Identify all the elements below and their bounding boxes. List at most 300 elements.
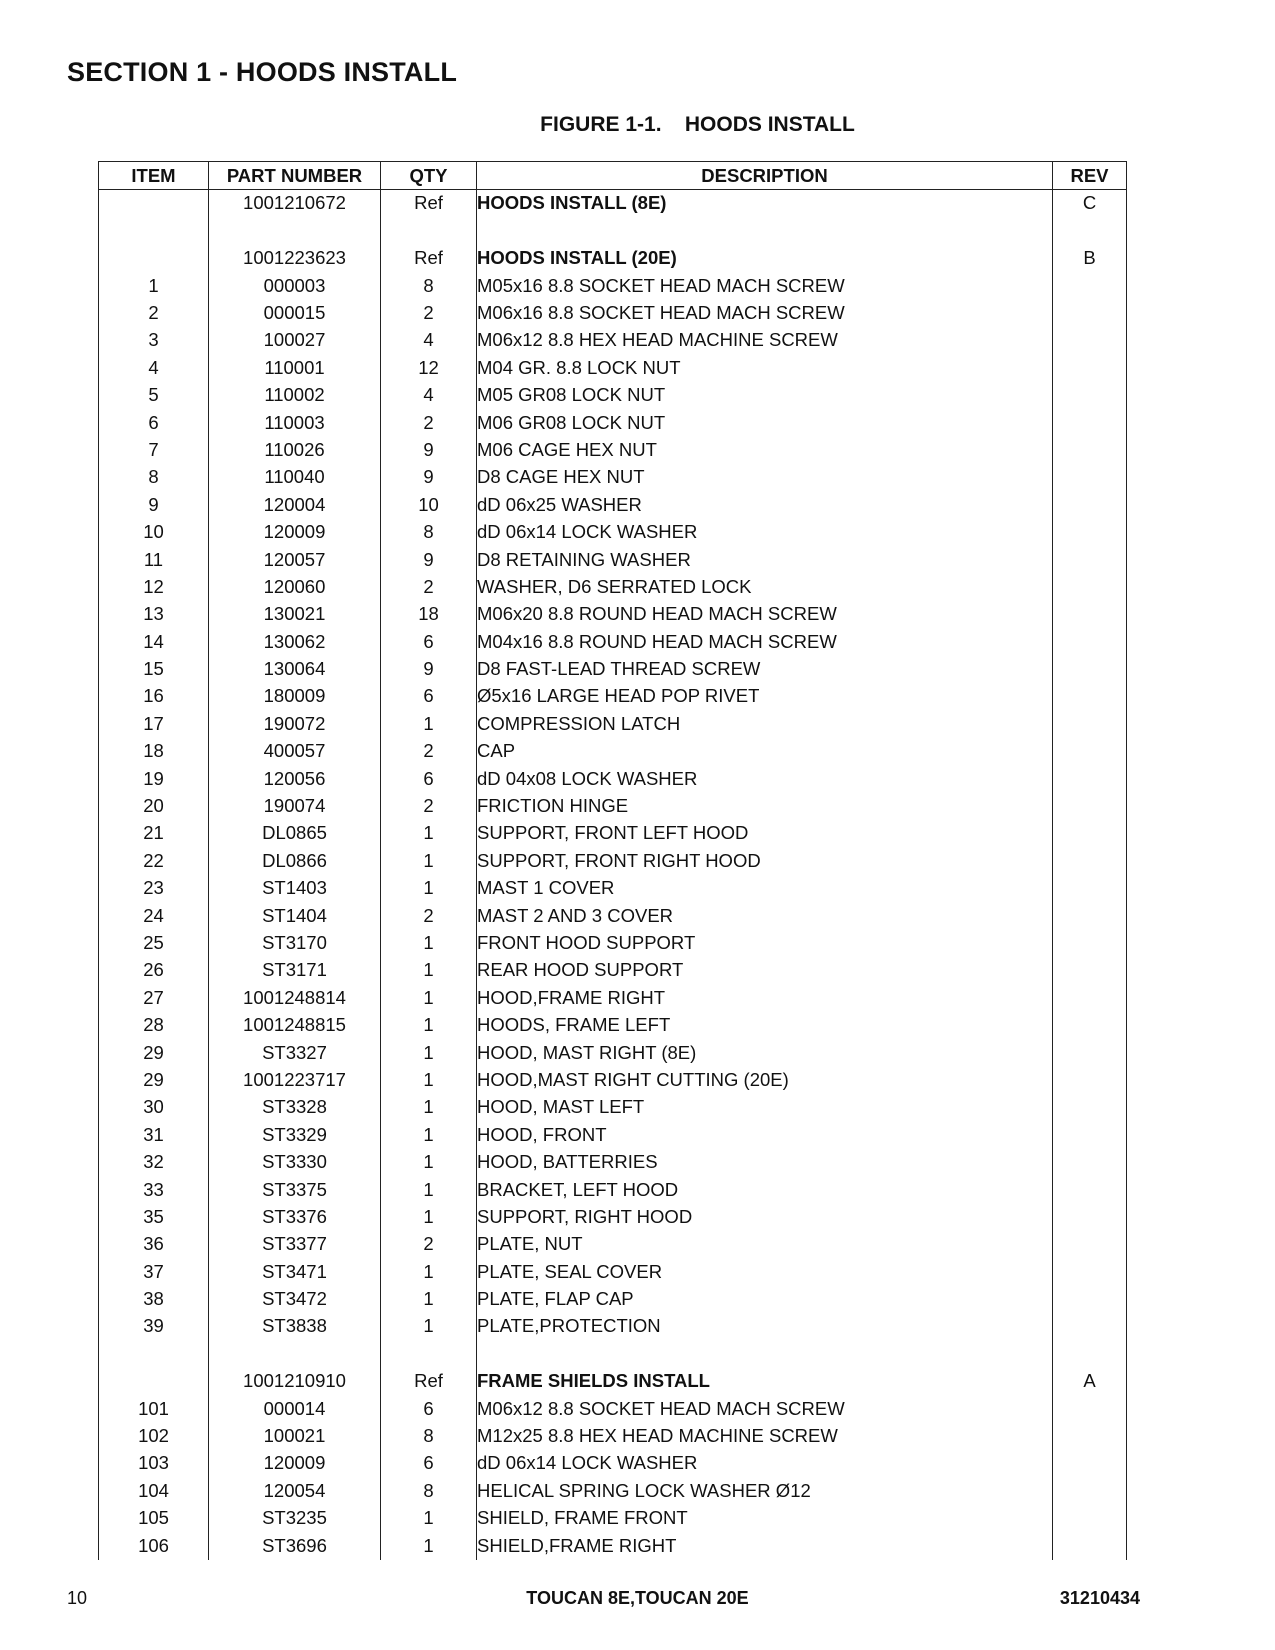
rev-cell — [1053, 217, 1127, 244]
qty-cell: 9 — [381, 656, 477, 683]
table-row — [99, 1340, 1127, 1367]
item-cell: 32 — [99, 1149, 209, 1176]
part-number-cell: ST3838 — [209, 1313, 381, 1340]
part-number-cell: 120004 — [209, 491, 381, 518]
table-row — [99, 930, 1127, 957]
description-cell: SUPPORT, FRONT RIGHT HOOD — [477, 847, 1053, 874]
description-cell: SUPPORT, RIGHT HOOD — [477, 1203, 1053, 1230]
item-cell — [99, 190, 209, 218]
description-cell: SUPPORT, FRONT LEFT HOOD — [477, 820, 1053, 847]
part-number-cell: 100021 — [209, 1423, 381, 1450]
part-number-cell: 000003 — [209, 272, 381, 299]
rev-cell — [1053, 1231, 1127, 1258]
qty-cell — [381, 217, 477, 244]
header-part-number: PART NUMBER — [209, 162, 381, 190]
description-cell — [477, 217, 1053, 244]
description-cell: HOODS INSTALL (8E) — [477, 190, 1053, 218]
table-row — [99, 245, 1127, 272]
rev-cell — [1053, 464, 1127, 491]
rev-cell — [1053, 1094, 1127, 1121]
part-number-cell: ST3235 — [209, 1505, 381, 1532]
rev-cell — [1053, 1012, 1127, 1039]
item-cell: 26 — [99, 957, 209, 984]
part-number-cell: 180009 — [209, 683, 381, 710]
table-row — [99, 847, 1127, 874]
item-cell: 29 — [99, 1039, 209, 1066]
qty-cell: 1 — [381, 710, 477, 737]
qty-cell: 1 — [381, 930, 477, 957]
part-number-cell: ST1403 — [209, 875, 381, 902]
item-cell: 2 — [99, 300, 209, 327]
part-number-cell: ST3375 — [209, 1176, 381, 1203]
table-row — [99, 1258, 1127, 1285]
item-cell: 6 — [99, 409, 209, 436]
description-cell: HOODS, FRAME LEFT — [477, 1012, 1053, 1039]
table-row — [99, 464, 1127, 491]
qty-cell: 4 — [381, 327, 477, 354]
table-row — [99, 1477, 1127, 1504]
part-number-cell: 130062 — [209, 628, 381, 655]
qty-cell: 1 — [381, 1203, 477, 1230]
table-row — [99, 628, 1127, 655]
part-number-cell: 000015 — [209, 300, 381, 327]
description-cell: D8 RETAINING WASHER — [477, 546, 1053, 573]
table-row — [99, 1423, 1127, 1450]
rev-cell — [1053, 354, 1127, 381]
part-number-cell — [209, 217, 381, 244]
item-cell: 104 — [99, 1477, 209, 1504]
rev-cell — [1053, 573, 1127, 600]
table-row — [99, 765, 1127, 792]
description-cell: FRONT HOOD SUPPORT — [477, 930, 1053, 957]
qty-cell: 4 — [381, 382, 477, 409]
qty-cell: 18 — [381, 601, 477, 628]
description-cell: FRAME SHIELDS INSTALL — [477, 1368, 1053, 1395]
part-number-cell: ST3171 — [209, 957, 381, 984]
item-cell: 23 — [99, 875, 209, 902]
part-number-cell: 110026 — [209, 437, 381, 464]
description-cell: HOOD, MAST LEFT — [477, 1094, 1053, 1121]
table-row — [99, 573, 1127, 600]
table-row — [99, 1203, 1127, 1230]
description-cell: HELICAL SPRING LOCK WASHER Ø12 — [477, 1477, 1053, 1504]
part-number-cell: 100027 — [209, 327, 381, 354]
item-cell: 106 — [99, 1532, 209, 1559]
rev-cell — [1053, 738, 1127, 765]
header-rev: REV — [1053, 162, 1127, 190]
part-number-cell — [209, 1340, 381, 1367]
rev-cell — [1053, 984, 1127, 1011]
qty-cell: 12 — [381, 354, 477, 381]
part-number-cell: 130064 — [209, 656, 381, 683]
rev-cell: C — [1053, 190, 1127, 218]
table-row — [99, 1505, 1127, 1532]
table-row — [99, 1231, 1127, 1258]
item-cell: 5 — [99, 382, 209, 409]
rev-cell — [1053, 546, 1127, 573]
rev-cell: B — [1053, 245, 1127, 272]
header-qty: QTY — [381, 162, 477, 190]
rev-cell — [1053, 382, 1127, 409]
table-row — [99, 272, 1127, 299]
item-cell: 8 — [99, 464, 209, 491]
qty-cell: 6 — [381, 1450, 477, 1477]
rev-cell — [1053, 1067, 1127, 1094]
table-row — [99, 902, 1127, 929]
table-row — [99, 1094, 1127, 1121]
table-row — [99, 1012, 1127, 1039]
item-cell: 28 — [99, 1012, 209, 1039]
item-cell: 19 — [99, 765, 209, 792]
rev-cell — [1053, 1258, 1127, 1285]
description-cell: M06x12 8.8 HEX HEAD MACHINE SCREW — [477, 327, 1053, 354]
table-row — [99, 601, 1127, 628]
rev-cell — [1053, 1039, 1127, 1066]
part-number-cell: 130021 — [209, 601, 381, 628]
rev-cell — [1053, 1532, 1127, 1559]
table-row — [99, 190, 1127, 218]
qty-cell: Ref — [381, 190, 477, 218]
part-number-cell: 1001210910 — [209, 1368, 381, 1395]
table-row — [99, 437, 1127, 464]
item-cell: 3 — [99, 327, 209, 354]
description-cell: M12x25 8.8 HEX HEAD MACHINE SCREW — [477, 1423, 1053, 1450]
item-cell: 35 — [99, 1203, 209, 1230]
part-number-cell: ST1404 — [209, 902, 381, 929]
qty-cell: 8 — [381, 1423, 477, 1450]
qty-cell: 1 — [381, 820, 477, 847]
page-number: 10 — [67, 1588, 88, 1608]
table-row — [99, 546, 1127, 573]
item-cell: 29 — [99, 1067, 209, 1094]
part-number-cell: ST3471 — [209, 1258, 381, 1285]
description-cell: M06x12 8.8 SOCKET HEAD MACH SCREW — [477, 1395, 1053, 1422]
item-cell: 16 — [99, 683, 209, 710]
header-item: ITEM — [99, 162, 209, 190]
qty-cell: 1 — [381, 1532, 477, 1559]
part-number-cell: 400057 — [209, 738, 381, 765]
qty-cell: 1 — [381, 1039, 477, 1066]
item-cell: 22 — [99, 847, 209, 874]
rev-cell — [1053, 1176, 1127, 1203]
part-number-cell: ST3696 — [209, 1532, 381, 1559]
part-number-cell: DL0865 — [209, 820, 381, 847]
item-cell: 20 — [99, 793, 209, 820]
part-number-cell: 190074 — [209, 793, 381, 820]
table-row — [99, 656, 1127, 683]
description-cell: FRICTION HINGE — [477, 793, 1053, 820]
rev-cell — [1053, 930, 1127, 957]
qty-cell: 10 — [381, 491, 477, 518]
rev-cell — [1053, 1149, 1127, 1176]
part-number-cell: 110040 — [209, 464, 381, 491]
item-cell: 39 — [99, 1313, 209, 1340]
qty-cell: 2 — [381, 573, 477, 600]
item-cell: 38 — [99, 1286, 209, 1313]
description-cell: PLATE, FLAP CAP — [477, 1286, 1053, 1313]
description-cell: dD 06x14 LOCK WASHER — [477, 519, 1053, 546]
qty-cell: 1 — [381, 847, 477, 874]
footer-doc-number: 31210434 — [1059, 1588, 1140, 1608]
part-number-cell: ST3329 — [209, 1121, 381, 1148]
part-number-cell: 120057 — [209, 546, 381, 573]
rev-cell — [1053, 793, 1127, 820]
rev-cell — [1053, 1395, 1127, 1422]
qty-cell: 1 — [381, 1067, 477, 1094]
table-row — [99, 1067, 1127, 1094]
rev-cell — [1053, 327, 1127, 354]
table-row — [99, 957, 1127, 984]
qty-cell: 2 — [381, 738, 477, 765]
item-cell: 15 — [99, 656, 209, 683]
rev-cell — [1053, 1423, 1127, 1450]
item-cell: 12 — [99, 573, 209, 600]
item-cell: 36 — [99, 1231, 209, 1258]
table-row — [99, 1450, 1127, 1477]
rev-cell — [1053, 875, 1127, 902]
description-cell: M06x20 8.8 ROUND HEAD MACH SCREW — [477, 601, 1053, 628]
qty-cell: 1 — [381, 1505, 477, 1532]
qty-cell: 9 — [381, 437, 477, 464]
part-number-cell: 120009 — [209, 1450, 381, 1477]
description-cell: MAST 2 AND 3 COVER — [477, 902, 1053, 929]
description-cell: REAR HOOD SUPPORT — [477, 957, 1053, 984]
description-cell: M05x16 8.8 SOCKET HEAD MACH SCREW — [477, 272, 1053, 299]
description-cell: M04 GR. 8.8 LOCK NUT — [477, 354, 1053, 381]
rev-cell — [1053, 1340, 1127, 1367]
qty-cell: 1 — [381, 875, 477, 902]
part-number-cell: 1001210672 — [209, 190, 381, 218]
description-cell: D8 CAGE HEX NUT — [477, 464, 1053, 491]
rev-cell — [1053, 1203, 1127, 1230]
table-row — [99, 1149, 1127, 1176]
item-cell: 10 — [99, 519, 209, 546]
table-row — [99, 1176, 1127, 1203]
description-cell: PLATE, SEAL COVER — [477, 1258, 1053, 1285]
qty-cell: 6 — [381, 765, 477, 792]
table-row — [99, 875, 1127, 902]
rev-cell — [1053, 491, 1127, 518]
rev-cell — [1053, 656, 1127, 683]
table-row — [99, 1121, 1127, 1148]
item-cell: 24 — [99, 902, 209, 929]
part-number-cell: ST3330 — [209, 1149, 381, 1176]
item-cell — [99, 1368, 209, 1395]
part-number-cell: 1001223717 — [209, 1067, 381, 1094]
description-cell: M04x16 8.8 ROUND HEAD MACH SCREW — [477, 628, 1053, 655]
description-cell: M06 GR08 LOCK NUT — [477, 409, 1053, 436]
description-cell: PLATE, NUT — [477, 1231, 1053, 1258]
table-row — [99, 1313, 1127, 1340]
item-cell: 18 — [99, 738, 209, 765]
description-cell: HOOD, MAST RIGHT (8E) — [477, 1039, 1053, 1066]
description-cell: M06x16 8.8 SOCKET HEAD MACH SCREW — [477, 300, 1053, 327]
item-cell: 31 — [99, 1121, 209, 1148]
rev-cell — [1053, 519, 1127, 546]
part-number-cell: ST3328 — [209, 1094, 381, 1121]
description-cell: HOOD,MAST RIGHT CUTTING (20E) — [477, 1067, 1053, 1094]
item-cell: 14 — [99, 628, 209, 655]
qty-cell: Ref — [381, 245, 477, 272]
item-cell: 101 — [99, 1395, 209, 1422]
item-cell: 25 — [99, 930, 209, 957]
item-cell: 13 — [99, 601, 209, 628]
qty-cell: 2 — [381, 409, 477, 436]
part-number-cell: 120060 — [209, 573, 381, 600]
qty-cell: 1 — [381, 1149, 477, 1176]
table-row — [99, 738, 1127, 765]
qty-cell: 1 — [381, 1094, 477, 1121]
qty-cell: 1 — [381, 1258, 477, 1285]
qty-cell: 1 — [381, 984, 477, 1011]
description-cell: BRACKET, LEFT HOOD — [477, 1176, 1053, 1203]
part-number-cell: ST3170 — [209, 930, 381, 957]
qty-cell: 2 — [381, 1231, 477, 1258]
rev-cell — [1053, 1313, 1127, 1340]
description-cell: COMPRESSION LATCH — [477, 710, 1053, 737]
qty-cell: 1 — [381, 1286, 477, 1313]
part-number-cell: 1001248815 — [209, 1012, 381, 1039]
qty-cell: 1 — [381, 1176, 477, 1203]
part-number-cell: 000014 — [209, 1395, 381, 1422]
part-number-cell: ST3472 — [209, 1286, 381, 1313]
part-number-cell: 110002 — [209, 382, 381, 409]
rev-cell — [1053, 847, 1127, 874]
parts-table-body — [99, 190, 1127, 1560]
rev-cell — [1053, 683, 1127, 710]
rev-cell — [1053, 628, 1127, 655]
table-row — [99, 1286, 1127, 1313]
section-title: SECTION 1 - HOODS INSTALL — [67, 57, 458, 87]
rev-cell — [1053, 1477, 1127, 1504]
item-cell: 33 — [99, 1176, 209, 1203]
description-cell: dD 04x08 LOCK WASHER — [477, 765, 1053, 792]
qty-cell: 1 — [381, 1121, 477, 1148]
item-cell: 103 — [99, 1450, 209, 1477]
table-row — [99, 354, 1127, 381]
qty-cell: 2 — [381, 902, 477, 929]
qty-cell: Ref — [381, 1368, 477, 1395]
part-number-cell: 1001223623 — [209, 245, 381, 272]
item-cell: 9 — [99, 491, 209, 518]
figure-title: FIGURE 1-1. HOODS INSTALL — [540, 113, 855, 136]
rev-cell — [1053, 820, 1127, 847]
table-row — [99, 217, 1127, 244]
rev-cell — [1053, 1450, 1127, 1477]
rev-cell — [1053, 1121, 1127, 1148]
part-number-cell: ST3377 — [209, 1231, 381, 1258]
qty-cell: 9 — [381, 464, 477, 491]
part-number-cell: DL0866 — [209, 847, 381, 874]
part-number-cell: ST3376 — [209, 1203, 381, 1230]
description-cell: D8 FAST-LEAD THREAD SCREW — [477, 656, 1053, 683]
rev-cell — [1053, 300, 1127, 327]
qty-cell: 6 — [381, 628, 477, 655]
rev-cell — [1053, 765, 1127, 792]
description-cell: HOOD,FRAME RIGHT — [477, 984, 1053, 1011]
rev-cell — [1053, 902, 1127, 929]
description-cell: dD 06x14 LOCK WASHER — [477, 1450, 1053, 1477]
part-number-cell: 190072 — [209, 710, 381, 737]
item-cell: 11 — [99, 546, 209, 573]
item-cell: 30 — [99, 1094, 209, 1121]
table-row — [99, 1039, 1127, 1066]
parts-table — [98, 161, 1127, 1560]
qty-cell: 2 — [381, 300, 477, 327]
rev-cell — [1053, 437, 1127, 464]
qty-cell: 8 — [381, 1477, 477, 1504]
part-number-cell: 120054 — [209, 1477, 381, 1504]
table-row — [99, 820, 1127, 847]
description-cell: SHIELD,FRAME RIGHT — [477, 1532, 1053, 1559]
table-row — [99, 793, 1127, 820]
qty-cell: 1 — [381, 1313, 477, 1340]
rev-cell — [1053, 272, 1127, 299]
description-cell: M05 GR08 LOCK NUT — [477, 382, 1053, 409]
table-row — [99, 683, 1127, 710]
qty-cell: 9 — [381, 546, 477, 573]
table-row — [99, 984, 1127, 1011]
item-cell: 37 — [99, 1258, 209, 1285]
table-row — [99, 382, 1127, 409]
description-cell: dD 06x25 WASHER — [477, 491, 1053, 518]
rev-cell — [1053, 710, 1127, 737]
part-number-cell: 1001248814 — [209, 984, 381, 1011]
table-header-row — [99, 162, 1127, 190]
description-cell: HOOD, BATTERRIES — [477, 1149, 1053, 1176]
rev-cell — [1053, 601, 1127, 628]
item-cell — [99, 1340, 209, 1367]
qty-cell — [381, 1340, 477, 1367]
description-cell: MAST 1 COVER — [477, 875, 1053, 902]
table-row — [99, 1368, 1127, 1395]
qty-cell: 6 — [381, 1395, 477, 1422]
description-cell: SHIELD, FRAME FRONT — [477, 1505, 1053, 1532]
description-cell: HOODS INSTALL (20E) — [477, 245, 1053, 272]
part-number-cell: 110003 — [209, 409, 381, 436]
qty-cell: 1 — [381, 957, 477, 984]
description-cell: PLATE,PROTECTION — [477, 1313, 1053, 1340]
qty-cell: 6 — [381, 683, 477, 710]
table-row — [99, 409, 1127, 436]
part-number-cell: 120009 — [209, 519, 381, 546]
part-number-cell: 120056 — [209, 765, 381, 792]
table-row — [99, 1532, 1127, 1559]
table-row — [99, 710, 1127, 737]
table-row — [99, 300, 1127, 327]
item-cell: 102 — [99, 1423, 209, 1450]
item-cell: 21 — [99, 820, 209, 847]
rev-cell: A — [1053, 1368, 1127, 1395]
qty-cell: 8 — [381, 272, 477, 299]
description-cell: CAP — [477, 738, 1053, 765]
item-cell: 4 — [99, 354, 209, 381]
part-number-cell: 110001 — [209, 354, 381, 381]
item-cell — [99, 217, 209, 244]
description-cell: WASHER, D6 SERRATED LOCK — [477, 573, 1053, 600]
rev-cell — [1053, 957, 1127, 984]
rev-cell — [1053, 409, 1127, 436]
description-cell — [477, 1340, 1053, 1367]
description-cell: Ø5x16 LARGE HEAD POP RIVET — [477, 683, 1053, 710]
qty-cell: 8 — [381, 519, 477, 546]
item-cell: 17 — [99, 710, 209, 737]
rev-cell — [1053, 1505, 1127, 1532]
qty-cell: 1 — [381, 1012, 477, 1039]
item-cell: 105 — [99, 1505, 209, 1532]
rev-cell — [1053, 1286, 1127, 1313]
footer-models: TOUCAN 8E,TOUCAN 20E — [526, 1588, 749, 1608]
